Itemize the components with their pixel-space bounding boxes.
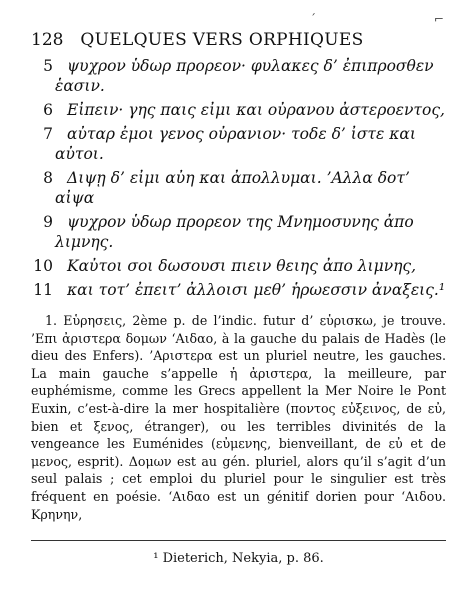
verse-number: 8 xyxy=(43,169,53,187)
verse-number: 5 xyxy=(43,57,53,75)
verse-text xyxy=(67,101,445,119)
verse-number: 11 xyxy=(33,281,53,299)
verse-text xyxy=(31,57,451,96)
verse-8 xyxy=(31,168,451,208)
verse-line: ψυχρον ὑδωρ προρεον· φυλακες δ’ ἐπιπροσθεν xyxy=(67,57,434,75)
verse-text xyxy=(31,169,451,208)
verse-continuation: ἑασιν. xyxy=(55,77,105,95)
margin-mark: ´ xyxy=(310,12,316,26)
verse-11 xyxy=(31,280,451,300)
verse-number: 10 xyxy=(33,257,53,275)
verse-number: 7 xyxy=(43,125,53,143)
verse-list xyxy=(31,56,451,304)
verse-10 xyxy=(31,256,451,276)
verse-6 xyxy=(31,100,451,120)
verse-number: 6 xyxy=(43,101,53,119)
verse-9 xyxy=(31,212,451,252)
verse-number: 9 xyxy=(43,213,53,231)
note-paragraph: 1. Εὑρησεις, 2ème p. de l’indic. futur d’ εὑρισκω, je trouve. ’Επι ἀριστερα δομων ‘Αιδαο, à la gauche du palais de Hadès (le dieu des Enfers). ’Αριστερα est un pluriel neutre, les gauches. La main gauche s’appelle ἡ ἀριστερα, la meilleure, par euphémisme, comme les Grecs appellent la Mer Noire le Pont Euxin, c’est-à-dire la mer hospitalière (ποντος εὐξεινος, de εὐ, bien et ξενος, étranger), ou les terribles divinités de la vengeance les Euménides (εὐμενης, bienveillant, de εὐ et de μενος, esprit). Δομων est au gén. pluriel, alors qu’il s’agit d’un seul palais ; cet emploi du pluriel pour le singulier est très fréquent en poésie. ‘Αιδαο est un génitif dorien pour ‘Αιδου. Κρηνην, xyxy=(31,313,446,522)
verse-7 xyxy=(31,124,451,164)
running-header xyxy=(31,30,451,50)
verse-text xyxy=(31,213,451,252)
verse-line: και τοτ’ ἐπειτ’ ἀλλοισι μεθ’ ἡρωεσσιν ἀναξεις.¹ xyxy=(67,281,446,299)
verse-line: Καὐτοι σοι δωσουσι πιειν θειης ἀπο λιμνης, xyxy=(67,257,417,275)
verse-text xyxy=(31,125,451,164)
verse-line: Διψῃ δ’ εἰμι αὐη και ἀπολλυμαι. ’Αλλα δοτ’ xyxy=(67,169,410,187)
verse-continuation: αὐτοι. xyxy=(55,145,104,163)
commentary-note xyxy=(31,312,446,523)
page-title: QUELQUES VERS ORPHIQUES xyxy=(80,30,364,50)
verse-continuation: λιμνης. xyxy=(55,233,114,251)
footnote-rule xyxy=(31,540,446,541)
verse-continuation: αἰψα xyxy=(55,189,95,207)
page-number: 128 xyxy=(31,30,64,50)
verse-line: ψυχρον ὑδωρ προρεον της Μνημοσυνης ἀπο xyxy=(67,213,414,231)
verse-line: Εἰπειν· γης παις εἰμι και οὐρανου ἀστεροεντος, xyxy=(67,101,445,119)
verse-text xyxy=(67,281,445,299)
verse-5 xyxy=(31,56,451,96)
footnote: ¹ Dieterich, Nekyia, p. 86. xyxy=(153,551,324,566)
verse-line: αὐταρ ἐμοι γενος οὐρανιον· τοδε δ’ ἰστε και xyxy=(67,125,416,143)
verse-text xyxy=(67,257,416,275)
corner-mark: ⌐ xyxy=(434,12,445,26)
